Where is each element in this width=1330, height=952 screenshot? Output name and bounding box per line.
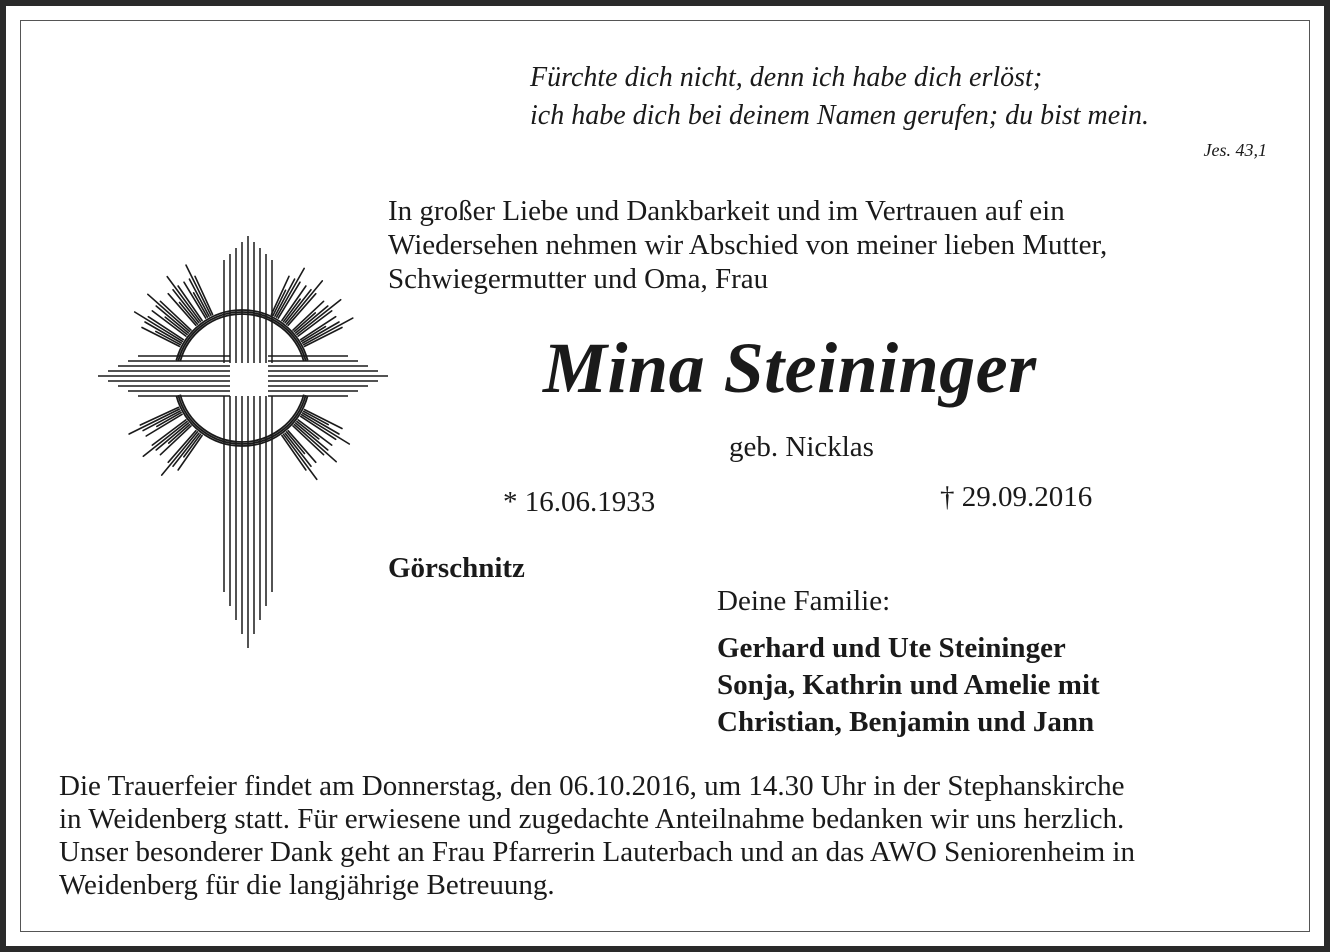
residence-place: Görschnitz — [388, 552, 525, 584]
family-members — [717, 630, 1100, 741]
bible-verse-line-2: ich habe dich bei deinem Namen gerufen; du bist mein. — [530, 100, 1149, 131]
family-line: Sonja, Kathrin und Amelie mit — [717, 669, 1100, 701]
intro-line: Schwiegermutter und Oma, Frau — [388, 263, 769, 295]
deceased-name: Mina Steininger — [543, 328, 1037, 408]
birth-name: geb. Nicklas — [729, 431, 874, 463]
intro-text — [388, 194, 1107, 296]
bible-verse-line-1: Fürchte dich nicht, denn ich habe dich erlöst; — [530, 62, 1043, 93]
funeral-notice-line: Unser besonderer Dank geht an Frau Pfarrerin Lauterbach und an das AWO Seniorenheim in — [59, 836, 1135, 868]
funeral-notice-line: Weidenberg für die langjährige Betreuung. — [59, 869, 555, 901]
cross-with-sun-rays-icon — [92, 228, 392, 653]
intro-line: Wiedersehen nehmen wir Abschied von meiner lieben Mutter, — [388, 229, 1108, 261]
birth-date: * 16.06.1933 — [503, 486, 656, 518]
funeral-notice-line: Die Trauerfeier findet am Donnerstag, den 06.10.2016, um 14.30 Uhr in der Stephanskirche — [59, 770, 1125, 802]
death-date: † 29.09.2016 — [940, 481, 1093, 513]
funeral-notice — [59, 770, 1135, 902]
intro-line: In großer Liebe und Dankbarkeit und im Vertrauen auf ein — [388, 195, 1065, 227]
family-line: Gerhard und Ute Steininger — [717, 632, 1066, 664]
family-label: Deine Familie: — [717, 585, 891, 617]
funeral-notice-line: in Weidenberg statt. Für erwiesene und zugedachte Anteilnahme bedanken wir uns herzlich. — [59, 803, 1125, 835]
family-line: Christian, Benjamin und Jann — [717, 706, 1095, 738]
bible-verse-reference: Jes. 43,1 — [1203, 140, 1267, 160]
